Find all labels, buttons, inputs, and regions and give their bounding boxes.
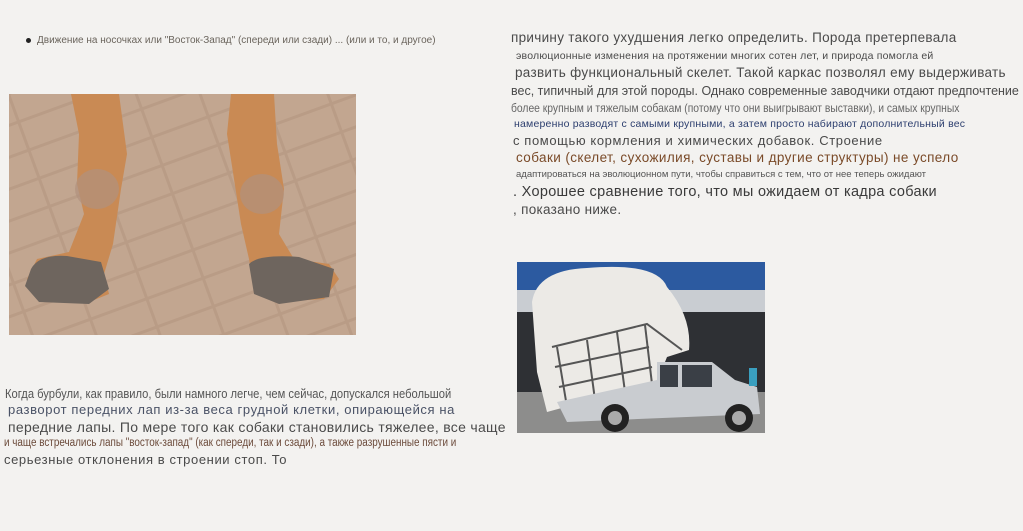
- text-line: адаптироваться на эволюционном пути, чтобы справиться с тем, что от нее теперь ожидают: [516, 169, 926, 180]
- text-line: развить функциональный скелет. Такой каркас позволял ему выдерживать: [515, 65, 1006, 80]
- text-line: намеренно разводят с самыми крупными, а затем просто набирают дополнительный вес: [514, 118, 966, 130]
- text-line: причину такого ухудшения легко определить. Порода претерпевала: [511, 30, 957, 45]
- text-line: передние лапы. По мере того как собаки становились тяжелее, все чаще: [8, 419, 506, 435]
- bullet-text: Движение на носочках или "Восток-Запад" (спереди или сзади) ... (или и то, и другое): [37, 35, 436, 46]
- text-line: и чаще встречались лапы "восток-запад" (как спереди, так и сзади), а также разрушенные пясти и: [4, 437, 457, 449]
- text-line: Когда бурбули, как правило, были намного легче, чем сейчас, допускался небольшой: [5, 386, 452, 401]
- text-line: серьезные отклонения в строении стоп. То: [4, 452, 288, 467]
- overloaded-truck-image: [517, 262, 765, 433]
- dog-paws-illustration: [9, 94, 356, 335]
- text-line: , показано ниже.: [513, 202, 622, 217]
- text-line: собаки (скелет, сухожилия, суставы и другие структуры) не успело: [516, 150, 959, 165]
- text-line: разворот передних лап из-за веса грудной клетки, опирающейся на: [8, 402, 455, 417]
- text-line: . Хорошее сравнение того, что мы ожидаем от кадра собаки: [513, 184, 937, 200]
- bullet-item: [26, 35, 436, 46]
- truck-illustration: [517, 262, 765, 433]
- paws-image: [9, 94, 356, 335]
- text-line: с помощью кормления и химических добавок. Строение: [513, 133, 883, 148]
- text-line: эволюционные изменения на протяжении многих сотен лет, и природа помогла ей: [516, 50, 934, 62]
- text-line: более крупным и тяжелым собакам (потому что они выигрывают выставки), и самых крупных: [511, 101, 960, 115]
- text-line: вес, типичный для этой породы. Однако современные заводчики отдают предпочтение: [511, 84, 1019, 98]
- bullet-icon: [26, 38, 31, 43]
